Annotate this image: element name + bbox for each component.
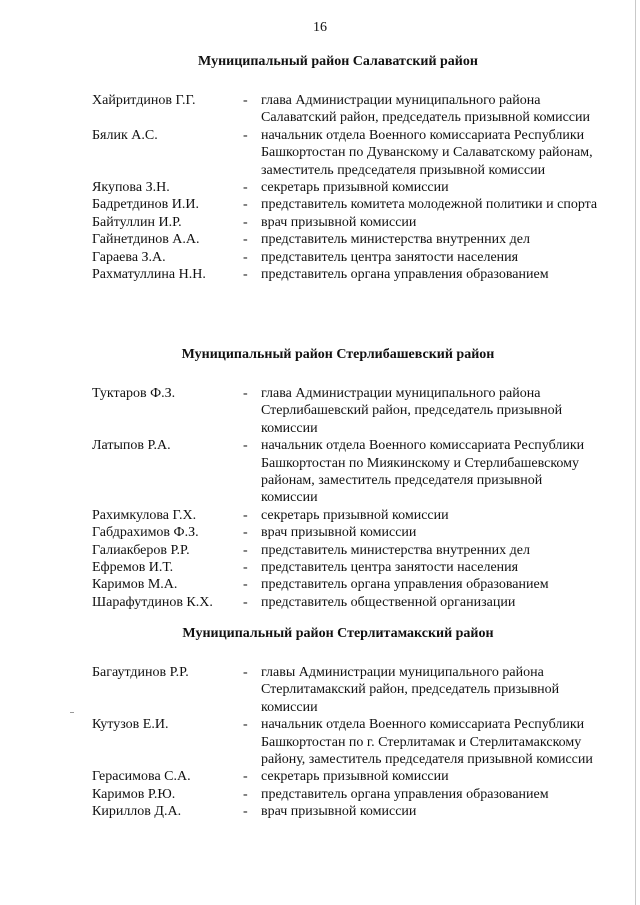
member-dash: - xyxy=(243,804,248,820)
member-role: врач призывной комиссии xyxy=(261,525,417,541)
member-dash: - xyxy=(243,507,248,523)
scan-edge-line xyxy=(635,0,636,905)
member-role: начальник отдела Военного комиссариата Республики Башкортостан по Дуванскому и Салаватскому районам, заместитель председателя призывной комиссии xyxy=(261,127,593,178)
member-row xyxy=(0,542,640,559)
member-dash: - xyxy=(243,267,248,283)
member-name: Багаутдинов Р.Р. xyxy=(92,665,189,680)
member-row xyxy=(0,594,640,611)
member-name: Ефремов И.Т. xyxy=(92,560,174,576)
member-role: представитель министерства внутренних дел xyxy=(261,542,530,558)
member-dash: - xyxy=(243,717,248,733)
member-dash: - xyxy=(243,577,248,593)
member-role: представитель центра занятости населения xyxy=(261,249,519,265)
member-row xyxy=(0,179,640,196)
member-role: секретарь призывной комиссии xyxy=(261,180,449,196)
member-name: Латыпов Р.А. xyxy=(92,438,171,454)
section-title: Муниципальный район Стерлитамакский район xyxy=(182,626,494,641)
member-row xyxy=(0,127,640,179)
member-name: Кутузов Е.И. xyxy=(92,717,169,733)
member-name: Якупова З.Н. xyxy=(92,180,170,196)
member-dash: - xyxy=(243,542,248,558)
member-row xyxy=(0,768,640,785)
member-role: представитель комитета молодежной политики и спорта xyxy=(261,197,598,213)
member-name: Галиакберов Р.Р. xyxy=(92,542,190,558)
member-row xyxy=(0,231,640,248)
member-name: Бялик А.С. xyxy=(92,127,158,143)
member-name: Туктаров Ф.З. xyxy=(92,386,176,401)
member-row xyxy=(0,524,640,541)
member-row xyxy=(0,249,640,266)
member-role: начальник отдела Военного комиссариата Республики Башкортостан по г. Стерлитамак и Стерлитамакскому району, заместитель председателя призывной комиссии xyxy=(261,717,593,768)
member-role: секретарь призывной комиссии xyxy=(261,507,449,523)
member-name: Рахимкулова Г.Х. xyxy=(92,507,197,523)
member-dash: - xyxy=(243,525,248,541)
member-row xyxy=(0,786,640,803)
member-role: глава Администрации муниципального района Салаватский район, председатель призывной комиссии xyxy=(261,93,590,126)
section-sterlibash xyxy=(0,346,640,611)
section-title: Муниципальный район Стерлибашевский район xyxy=(181,347,495,362)
member-row xyxy=(0,385,640,437)
member-name: Шарафутдинов К.Х. xyxy=(92,594,213,610)
member-row xyxy=(0,214,640,231)
member-dash: - xyxy=(243,93,248,108)
member-name: Байтуллин И.Р. xyxy=(92,214,182,230)
member-name: Каримов М.А. xyxy=(92,577,178,593)
member-name: Гараева З.А. xyxy=(92,249,166,265)
member-role: врач призывной комиссии xyxy=(261,214,417,230)
page-number: 16 xyxy=(313,20,327,35)
member-row xyxy=(0,437,640,507)
member-name: Герасимова С.А. xyxy=(92,769,191,785)
member-dash: - xyxy=(243,560,248,576)
member-role: представитель органа управления образованием xyxy=(261,786,549,802)
member-name: Каримов Р.Ю. xyxy=(92,786,176,802)
member-row xyxy=(0,716,640,768)
member-dash: - xyxy=(243,594,248,610)
member-role: начальник отдела Военного комиссариата Республики Башкортостан по Миякинскому и Стерлибашевскому районам, заместитель председателя призывной комиссии xyxy=(261,438,585,506)
member-dash: - xyxy=(243,127,248,143)
member-name: Рахматуллина Н.Н. xyxy=(92,267,206,283)
member-role: главы Администрации муниципального района Стерлитамакский район, председатель призывной комиссии xyxy=(261,665,560,715)
member-row xyxy=(0,576,640,593)
member-dash: - xyxy=(243,665,248,680)
member-role: представитель органа управления образованием xyxy=(261,577,549,593)
member-dash: - xyxy=(243,232,248,248)
member-name: Габдрахимов Ф.З. xyxy=(92,525,199,541)
member-role: представитель центра занятости населения xyxy=(261,560,519,576)
member-name: Бадретдинов И.И. xyxy=(92,197,199,213)
member-dash: - xyxy=(243,180,248,196)
member-role: врач призывной комиссии xyxy=(261,804,417,820)
member-dash: - xyxy=(243,197,248,213)
member-role: глава Администрации муниципального района Стерлибашевский район, председатель призывной комиссии xyxy=(261,386,563,436)
member-dash: - xyxy=(243,386,248,401)
section-salavat xyxy=(0,53,640,283)
member-role: представитель органа управления образованием xyxy=(261,267,549,283)
member-dash: - xyxy=(243,249,248,265)
member-row xyxy=(0,664,640,716)
member-dash: - xyxy=(243,769,248,785)
member-row xyxy=(0,196,640,213)
member-name: Хайритдинов Г.Г. xyxy=(92,93,196,108)
member-name: Кириллов Д.А. xyxy=(92,804,182,820)
member-dash: - xyxy=(243,438,248,454)
member-dash: - xyxy=(243,214,248,230)
section-sterlitamak xyxy=(0,625,640,821)
member-role: секретарь призывной комиссии xyxy=(261,769,449,785)
member-name: Гайнетдинов А.А. xyxy=(92,232,200,248)
member-row xyxy=(0,266,640,283)
member-row xyxy=(0,92,640,127)
scan-mark xyxy=(70,712,74,713)
member-row xyxy=(0,507,640,524)
member-row xyxy=(0,803,640,820)
member-role: представитель министерства внутренних дел xyxy=(261,232,530,248)
section-title: Муниципальный район Салаватский район xyxy=(198,54,478,69)
member-row xyxy=(0,559,640,576)
member-role: представитель общественной организации xyxy=(261,594,516,610)
member-dash: - xyxy=(243,786,248,802)
